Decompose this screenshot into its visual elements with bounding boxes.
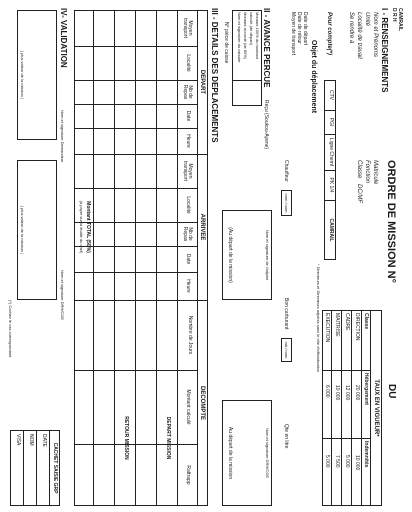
cachet-heading: CACHET SAISIE GRP — [52, 442, 58, 494]
pour-compte-label: Pour compte(*) — [326, 12, 332, 56]
section-renseignements: I - RENSEIGNEMENTS — [380, 8, 389, 93]
cachet-date: DATE — [41, 434, 47, 447]
taux-col-classe: Classe — [363, 313, 369, 330]
field-destination: Se rendre à — [348, 12, 354, 44]
col-date: Date — [185, 110, 191, 122]
taux-row-indemnite: 7 500 — [334, 455, 340, 468]
depart-heading: DEPART — [199, 69, 205, 95]
col-moyen-transport: Moyen transport — [181, 161, 193, 181]
field-classe-value: DC/MF — [356, 184, 362, 203]
field-classe: Classe — [356, 160, 362, 179]
avance-line: Nom et signature du caissier — [237, 12, 242, 63]
field-matricule: Matricule — [372, 160, 378, 185]
chauffeur-box-text: nom / nom — [284, 193, 289, 213]
account-ligne: Ligne Chemf — [328, 137, 334, 167]
montant-total-sub: (à payer sur la feuille du chef) — [79, 200, 84, 254]
section-validation: IV- VALIDATION — [59, 8, 68, 68]
col-localite: Localité — [185, 196, 191, 214]
drh-signature-label: Nom et signature DRH/CGE — [265, 427, 270, 478]
adjoint-signature-label: Nom et signature de l'adjoint — [265, 229, 270, 281]
avance-line: Montant 100% du montant — [255, 12, 260, 59]
au-depart-label: Au départ de la mission — [227, 426, 233, 480]
taux-row-hebergement: 12 000 — [344, 385, 350, 401]
validation-footnote: (*) Cochez le cas correspondant — [8, 300, 13, 358]
taux-row-label: DIRECTION — [354, 313, 360, 341]
cachet-visa: VISA — [15, 434, 21, 446]
col-rattrapp: Rattrapp — [185, 465, 191, 485]
col-nb-repas: Nb de Repas — [181, 84, 193, 100]
retour-mission: RETOUR MISSION — [123, 416, 129, 460]
col-date: Date — [185, 253, 191, 265]
account-pk: PK 1/4 — [328, 177, 334, 193]
col-nombre-jours: Nombre de Jours — [187, 315, 193, 355]
taux-row-indemnite: 10 000 — [354, 455, 360, 471]
col-heure: Heure — [185, 279, 191, 293]
org-name: CAMRAIL — [397, 8, 403, 32]
taux-row-label: CADRE — [344, 313, 350, 331]
depart-mission: DEPART MISSION — [165, 416, 171, 460]
section-avance: II - AVANCE PERCUE — [262, 8, 271, 88]
taux-heading: TAUX EN VIGUEUR* — [373, 379, 379, 437]
org-dept: D R H — [391, 8, 397, 22]
objet-heading: Objet du déplacement — [310, 40, 317, 114]
avance-recu: Reçu (Soukou-Ayene) — [263, 100, 269, 150]
field-moyen-transport: Moyen de transport — [290, 12, 296, 56]
account-pgi: PGI — [328, 117, 334, 127]
avance-box — [232, 10, 262, 106]
cachet-nom: NOM — [28, 434, 34, 446]
chef-label: (Au départ de la mission) — [227, 227, 233, 283]
taux-row-hebergement: 6 000 — [324, 385, 330, 398]
taux-row-label: MAITRISE — [334, 313, 340, 337]
taux-row-hebergement: 20 000 — [354, 385, 360, 401]
account-camrail: CAMRAIL — [328, 218, 334, 242]
arrivee-heading: ARRIVEE — [199, 213, 205, 241]
field-unite: Unité — [364, 12, 370, 27]
col-heure: Heure — [185, 134, 191, 148]
validation-box-right-text: ( plus valeur de la mission ) — [20, 205, 25, 255]
field-nom: Nom et Prénoms — [372, 12, 378, 58]
col-localite: Localité — [185, 54, 191, 72]
bon-carburant-label: Bon carburant — [283, 298, 289, 330]
field-date-depart: Date de départ — [302, 12, 308, 46]
chauffeur-label: Chauffeur — [283, 160, 289, 182]
field-fonction: Fonction — [364, 160, 370, 184]
col-nb-repas: Nb de Repas — [181, 226, 193, 242]
montant-total: Montant TOTAL (50%) — [85, 201, 91, 253]
form-title: ORDRE DE MISSION N° — [385, 160, 397, 283]
taux-footnote: * Directeurs et Directeurs adjoints sans le rôle d'officialisation — [316, 264, 321, 373]
taux-row-indemnite: 5 000 — [324, 455, 330, 468]
field-localite: Localité de travail — [356, 12, 362, 59]
taux-col-hebergement: Hébergement — [363, 373, 369, 405]
avance-line: calculé (de départ) — [249, 12, 254, 46]
qte-litre-label: Qte en litre — [283, 424, 289, 449]
taux-row-indemnite: 5 000 — [344, 455, 350, 468]
validation-box-left-text: ( plus valeur de la mission ) — [20, 50, 25, 100]
taux-row-label: EXECUTION — [324, 313, 330, 343]
sig-drh: Nom et signature DRH/CGE — [60, 270, 65, 321]
section-details: III - DETAILS DES DEPLACEMENTS — [210, 8, 219, 143]
taux-col-indemnites: Indemnités — [363, 441, 369, 468]
piece-caisse: N° pièce de caisse — [223, 22, 229, 64]
avance-line: Montant accordé (de 80%) — [243, 12, 248, 60]
col-moyen-transport: Moyen transport — [181, 18, 193, 38]
account-ctv: CTV — [328, 90, 334, 100]
col-montant-calcule: Montant calculé — [185, 389, 191, 425]
taux-row-hebergement: 10 000 — [334, 385, 340, 401]
decompte-heading: DECOMPTE — [199, 385, 205, 420]
bon-box-text: nat / nom — [284, 341, 289, 359]
form-date-label: DU — [386, 384, 397, 399]
sig-demandeur: Nom et signature Demandeur — [60, 110, 65, 163]
field-date-retour: Date de retour — [296, 12, 302, 44]
